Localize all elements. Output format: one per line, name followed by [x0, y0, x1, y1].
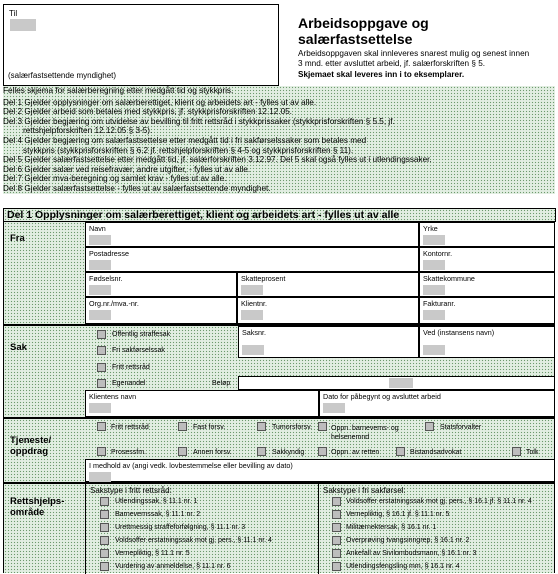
dato-field[interactable]: Dato for påbegynt og avsluttet arbeid [319, 390, 555, 417]
tj-barnevern-label: Oppn. barnevems- og helsenemnd [331, 425, 399, 441]
instructions: Felles skjema for salærberegning etter medgått tid og stykkpris. Del 1 Gjelder opplysninger om salærberettiget, klient og arbeidets art - fylles ut av alle. Del 2 Gjelder arbeid som betales med stykkpris, jf. stykkprisforskriften 12.12.05. Del 3 Gjelder begjæring om utvidelse av bevilling til fritt rettsråd i stykkprissaker (stykkprisforskriften § 5.5, jf. rettshjelpforskriften 12.12.05 § 3-5). Del 4 Gjelder begjæring om salærfastsettelse etter medgått tid i fri sakførselssaker som betales med stykkpris (stykkprisforskriften § 6.2 jf. rettshjelpforskriften § 4-5 og stykkprisforskriften § 11). Del 5 Gjelder salærfastsettelse etter medgått tid, jf. salærforskriften 3.12.97. Del 5 skal også fylles ut i utlendingssaker. Del 6 Gjelder salær ved reisefravær, andre utgifter, - fylles ut av alle. Del 7 Gjelder mva-beregning og samlet krav - fylles ut av alle. Del 8 Gjelder salærfastsettelse - fylles ut av salærfastsettende myndighet. [3, 86, 555, 194]
divider [85, 484, 86, 574]
postadresse-field[interactable]: Postadresse [85, 247, 419, 272]
right-item-label: Vernepliktig, § 16.1 jf. § 11.1 nr. 5 [346, 511, 450, 518]
tj-fritt-rettsrad-label: Fritt rettsråd [111, 424, 149, 431]
tj-statsforvalter-label: Statsforvalter [440, 424, 482, 431]
right-item-label: Voldsoffer erstatningssak mot gj. pers., § 16.1 jf. § 11.1 nr. 4 [346, 498, 532, 505]
egenandel-checkbox[interactable] [97, 379, 106, 388]
tj-bistandsadvokat-label: Bistandsadvokat [410, 449, 462, 456]
yrke-field[interactable]: Yrke [419, 222, 555, 247]
tjeneste-label: Tjeneste/ oppdrag [10, 435, 52, 457]
fritt-rettsrad-label: Fritt rettsråd [112, 364, 150, 371]
navn-field[interactable]: Navn [85, 222, 419, 247]
tj-annen-forsv-label: Annen forsv. [193, 449, 232, 456]
tj-prosessfm-label: Prosessfm. [111, 449, 147, 456]
left-item-checkbox[interactable] [100, 523, 109, 532]
left-item-label: Urettmessig straffeforfølgning, § 11.1 nr. 3 [115, 524, 246, 531]
skattekommune-field[interactable]: Skattekommune [419, 272, 555, 297]
fra-label: Fra [10, 233, 25, 244]
tj-fast-forsv-label: Fast forsv. [193, 424, 226, 431]
tj-tolk-label: Tolk [526, 449, 539, 456]
left-item-checkbox[interactable] [100, 562, 109, 571]
kontornr-field[interactable]: Kontornr. [419, 247, 555, 272]
fodselsnr-field[interactable]: Fødselsnr. [85, 272, 237, 297]
left-item-checkbox[interactable] [100, 549, 109, 558]
fri-sakforsel-checkbox[interactable] [97, 346, 106, 355]
til-label: Til [9, 9, 18, 18]
sak-section [3, 325, 555, 418]
klientnr-field[interactable]: Klientnr. [237, 297, 419, 324]
tj-bistandsadvokat-checkbox[interactable] [396, 447, 405, 456]
tj-oppn-retten-checkbox[interactable] [318, 447, 327, 456]
intro-text: Arbeidsoppgaven skal innleveres snarest mulig og senest innen 3 mnd. etter avsluttet arbeid, jf. salærforskriften § 5. [298, 49, 530, 68]
form-title: Arbeidsoppgave og salærfastsettelse [298, 15, 429, 47]
tj-tolk-checkbox[interactable] [512, 447, 521, 456]
right-item-checkbox[interactable] [332, 536, 341, 545]
sak-label: Sak [10, 342, 27, 353]
skatteprosent-field[interactable]: Skatteprosent [237, 272, 419, 297]
fakturanr-field[interactable]: Fakturanr. [419, 297, 555, 324]
tj-sakkyndig-checkbox[interactable] [257, 447, 266, 456]
right-item-checkbox[interactable] [332, 549, 341, 558]
right-item-checkbox[interactable] [332, 523, 341, 532]
tj-annen-forsv-checkbox[interactable] [178, 447, 187, 456]
right-item-label: Militærnektersak, § 16.1 nr. 1 [346, 524, 437, 531]
right-item-checkbox[interactable] [332, 562, 341, 571]
recipient-caption: (salærfastsettende myndighet) [8, 71, 117, 80]
intro-bold: Skjemaet skal leveres inn i to eksemplarer. [298, 70, 465, 79]
offentlig-checkbox[interactable] [97, 330, 106, 339]
right-item-label: Ankefall av Sivilombudsmann, § 16.1 nr. 3 [346, 550, 477, 557]
belop-label: Beløp [212, 380, 231, 387]
fri-sakforsel-label: Fri sakførselssak [112, 347, 165, 354]
saksnr-field[interactable]: Saksnr. [238, 326, 419, 358]
left-item-checkbox[interactable] [100, 497, 109, 506]
tj-tumorsforsv-label: Tumorsforsv. [272, 424, 313, 431]
section1-title: Del 1 Opplysninger om salærberettiget, klient og arbeidets art - fylles ut av alle [3, 208, 556, 222]
orgnr-field[interactable]: Org.nr./mva.-nr. [85, 297, 237, 324]
left-item-label: Vernepliktig, § 11.1 nr. 5 [115, 550, 190, 557]
rettshjelp-section [3, 483, 555, 573]
right-item-label: Overprøving tvangsinngrep, § 16.1 nr. 2 [346, 537, 470, 544]
right-item-label: Utlendingsfengsling mm, § 16.1 nr. 4 [346, 563, 460, 570]
tj-tumorsforsv-checkbox[interactable] [257, 422, 266, 431]
recipient-field[interactable] [10, 19, 36, 31]
tj-fritt-rettsrad-checkbox[interactable] [97, 422, 106, 431]
tj-sakkyndig-label: Sakkyndig [272, 449, 305, 456]
fra-section [3, 221, 555, 325]
recipient-box[interactable] [3, 4, 279, 86]
divider [318, 484, 319, 574]
klientens-navn-field[interactable]: Klientens navn [85, 390, 319, 417]
offentlig-label: Offentlig straffesak [112, 331, 171, 338]
right-item-checkbox[interactable] [332, 510, 341, 519]
left-item-label: Utlendingssak, § 11.1 nr. 1 [115, 498, 198, 505]
right-item-checkbox[interactable] [332, 497, 341, 506]
tjeneste-section [3, 418, 555, 483]
tj-fast-forsv-checkbox[interactable] [178, 422, 187, 431]
left-item-label: Vurdering av anmeldelse, § 11.1 nr. 6 [115, 563, 231, 570]
left-item-label: Voldsoffer erstatningssak mot gj. pers., § 11.1 nr. 4 [115, 537, 272, 544]
hjemmel-field[interactable]: I medhold av (angi vedk. lovbestemmelse eller bevilling av dato) [85, 459, 555, 482]
left-item-checkbox[interactable] [100, 536, 109, 545]
left-item-checkbox[interactable] [100, 510, 109, 519]
egenandel-label: Egenandel [112, 380, 146, 387]
rettshjelp-label: Rettshjelps- område [10, 496, 65, 518]
tj-oppn-retten-label: Oppn. av retten [331, 449, 380, 456]
ved-field[interactable]: Ved (instansens navn) [419, 326, 555, 358]
tj-barnevern-checkbox[interactable] [318, 422, 327, 431]
tj-prosessfm-checkbox[interactable] [97, 447, 106, 456]
left-item-label: Barnevernssak, § 11.1 nr. 2 [115, 511, 201, 518]
tj-statsforvalter-checkbox[interactable] [425, 422, 434, 431]
fritt-rettsrad-checkbox[interactable] [97, 363, 106, 372]
belop-field[interactable] [238, 376, 555, 390]
right-head: Sakstype i fri sakførsel: [323, 486, 406, 495]
left-head: Sakstype i fritt rettsråd: [90, 486, 172, 495]
